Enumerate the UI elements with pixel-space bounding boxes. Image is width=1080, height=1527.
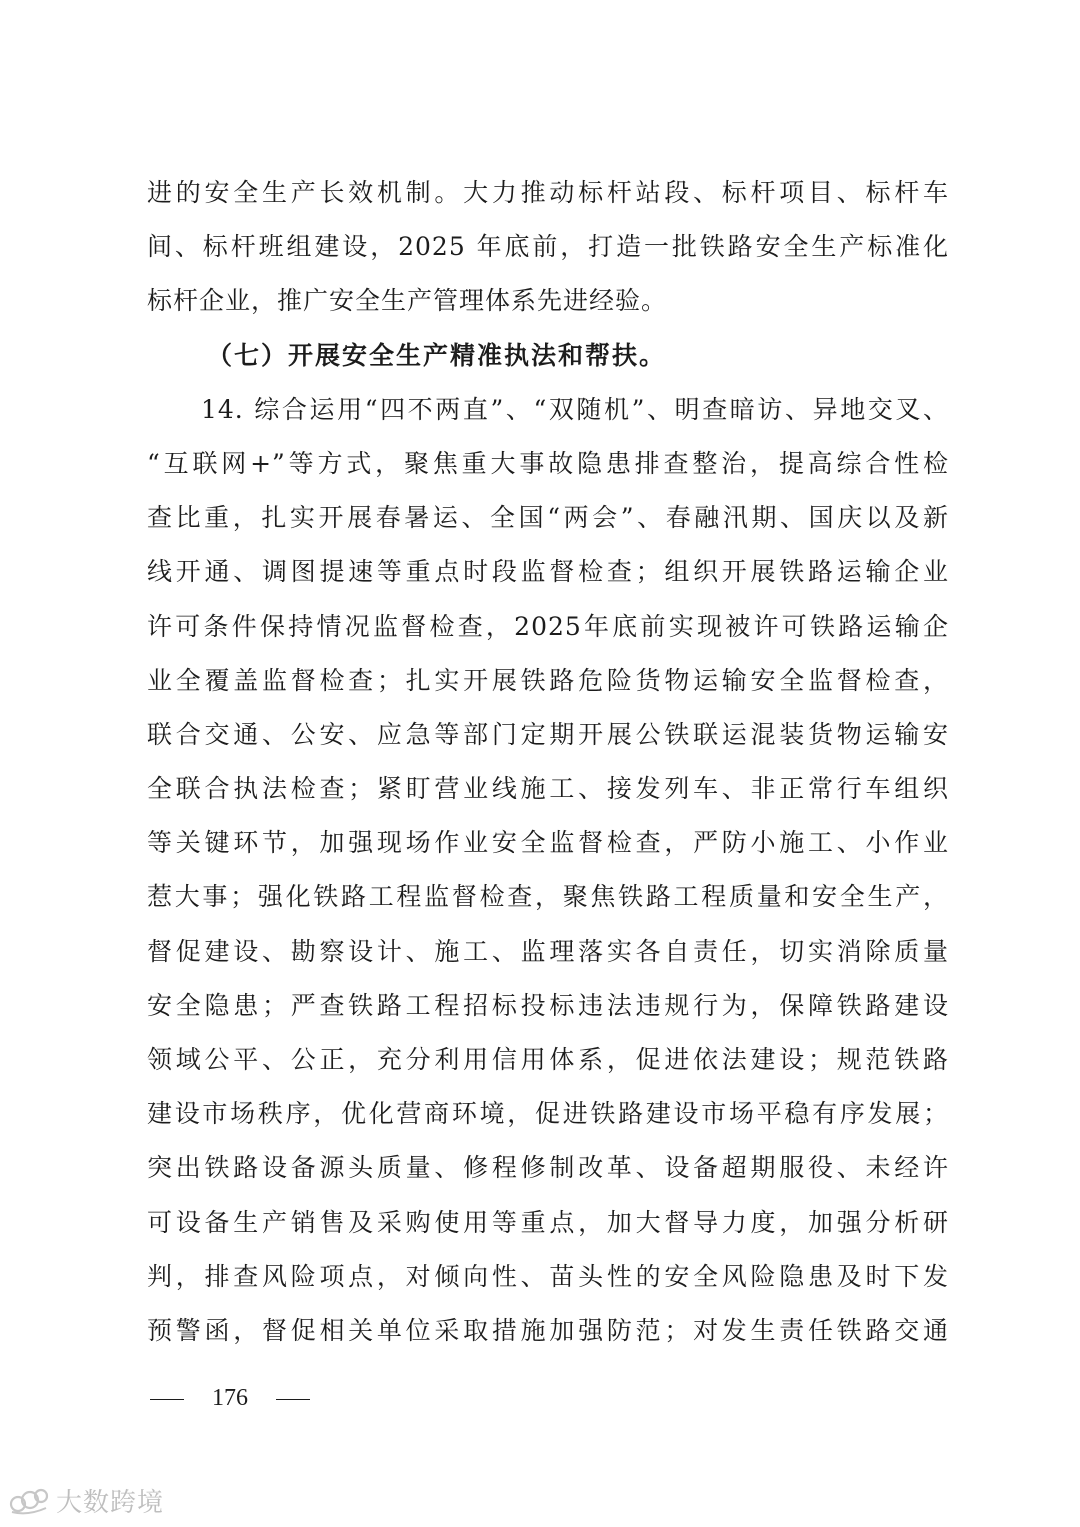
text-line: 预警函，督促相关单位采取措施加强防范；对发生责任铁路交通 <box>147 1315 949 1345</box>
text-line: 间、标杆班组建设，2025 年底前，打造一批铁路安全生产标准化 <box>147 232 949 262</box>
watermark-text: 大数跨境 <box>56 1487 165 1518</box>
page-number: 176 <box>212 1385 248 1411</box>
text-line: 建设市场秩序，优化营商环境，促进铁路建设市场平稳有序发展； <box>147 1099 949 1129</box>
page-number-dash-right <box>276 1399 310 1400</box>
section-heading: （七）开展安全生产精准执法和帮扶。 <box>207 340 667 370</box>
text-line: “互联网+”等方式，聚焦重大事故隐患排查整治，提高综合性检 <box>147 448 949 478</box>
text-line: 进的安全生产长效机制。大力推动标杆站段、标杆项目、标杆车 <box>147 178 949 207</box>
text-line: 14. 综合运用“四不两直”、“双随机”、明查暗访、异地交叉、 <box>201 394 949 424</box>
text-line: 全联合执法检查；紧盯营业线施工、接发列车、非正常行车组织 <box>147 774 949 804</box>
text-line: 安全隐患；严查铁路工程招标投标违法违规行为，保障铁路建设 <box>147 990 949 1020</box>
text-line: 惹大事；强化铁路工程监督检查，聚焦铁路工程质量和安全生产， <box>147 882 949 912</box>
text-line: 查比重，扎实开展春暑运、全国“两会”、春融汛期、国庆以及新 <box>147 503 949 533</box>
watermark-logo-icon <box>8 1484 50 1516</box>
text-line: 线开通、调图提速等重点时段监督检查；组织开展铁路运输企业 <box>147 557 949 587</box>
text-line: 联合交通、公安、应急等部门定期开展公铁联运混装货物运输安 <box>147 719 949 749</box>
text-line: 业全覆盖监督检查；扎实开展铁路危险货物运输安全监督检查， <box>147 665 949 695</box>
document-body <box>147 166 949 1358</box>
text-line: 督促建设、勘察设计、施工、监理落实各自责任，切实消除质量 <box>147 936 949 966</box>
watermark <box>8 1480 164 1520</box>
text-line: 标杆企业，推广安全生产管理体系先进经验。 <box>147 286 668 316</box>
page-number-footer <box>150 1380 310 1416</box>
text-line: 判，排查风险项点，对倾向性、苗头性的安全风险隐患及时下发 <box>147 1261 949 1291</box>
text-line: 可设备生产销售及采购使用等重点，加大督导力度，加强分析研 <box>147 1207 949 1237</box>
page-number-dash-left <box>150 1399 184 1400</box>
text-line: 许可条件保持情况监督检查，2025年底前实现被许可铁路运输企 <box>147 611 949 641</box>
text-line: 领域公平、公正，充分利用信用体系，促进依法建设；规范铁路 <box>147 1045 949 1074</box>
text-line: 突出铁路设备源头质量、修程修制改革、设备超期服役、未经许 <box>147 1153 949 1183</box>
text-line: 等关键环节，加强现场作业安全监督检查，严防小施工、小作业 <box>147 828 949 858</box>
